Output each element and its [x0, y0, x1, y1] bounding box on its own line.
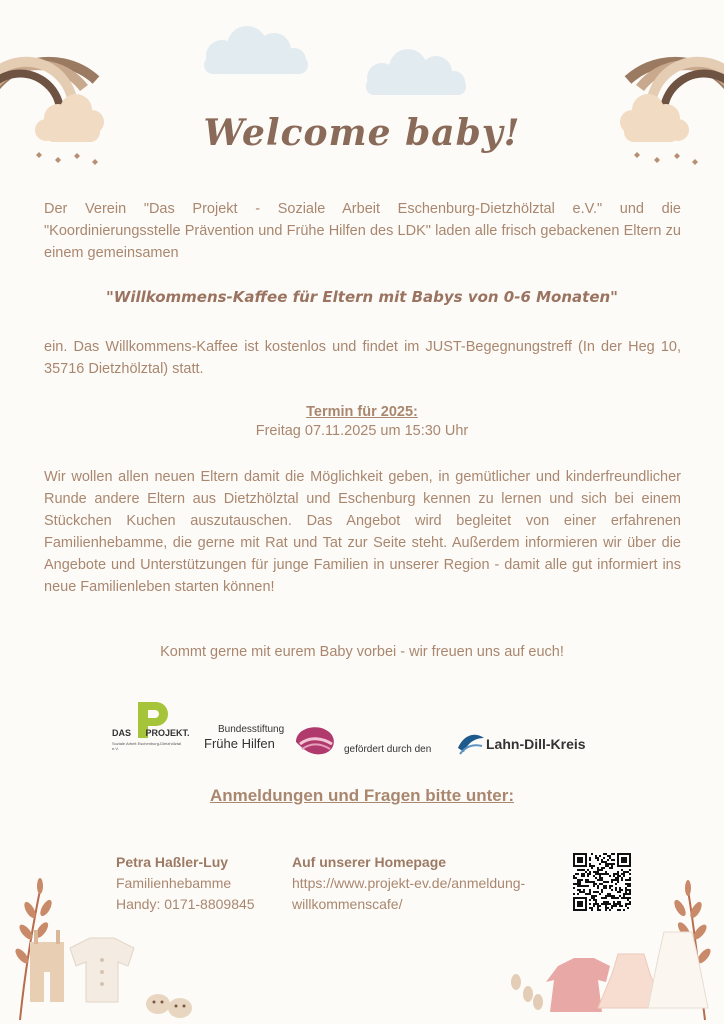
contact-role: Familienhebamme — [116, 875, 232, 891]
homepage-heading: Auf unserer Homepage — [292, 854, 447, 870]
projekt-line2: PROJEKT. — [145, 728, 190, 738]
termin-label: Termin für 2025: — [306, 404, 418, 420]
contact-name: Petra Haßler-Luy — [116, 854, 229, 870]
termin-block — [0, 404, 724, 439]
projekt-line1: DAS — [112, 728, 132, 738]
ldk-name: Lahn-Dill-Kreis — [486, 736, 586, 752]
bundesstiftung-logo — [204, 722, 354, 762]
projekt-sub: Soziale Arbeit Eschenburg-Dietzhölztal e.V. — [112, 741, 181, 751]
baby-clothes-left-icon — [0, 870, 210, 1024]
cloud-icon — [356, 46, 476, 98]
cloud-icon — [192, 22, 317, 77]
heart-wave-icon — [292, 722, 340, 758]
page-title: Welcome baby! — [203, 112, 521, 154]
termin-date: Freitag 07.11.2025 um 15:30 Uhr — [255, 423, 469, 439]
ldk-logo — [456, 730, 606, 760]
homepage-url-line2[interactable]: willkommenscafe/ — [292, 896, 403, 912]
description-paragraph: Wir wollen allen neuen Eltern damit die Möglichkeit geben, in gemütlicher und kinderfreundlicher Runde andere Eltern aus Dietzhölztal und Eschenburg kennen zu lernen und sich bei einem Stückchen Kuchen auszutauschen. Das Angebot wird begleitet von einer erfahrenen Familienhebamme, die gerne mit Rat und Tat zur Seite steht. Außerdem informieren wir über die Angebote und Unterstützungen für junge Familien in unserer Region - damit alle gut informiert ins neue Familienleben starten können! — [44, 469, 681, 595]
gefoerdert-text: gefördert durch den — [344, 744, 432, 755]
intro-paragraph: Der Verein "Das Projekt - Soziale Arbeit Eschenburg-Dietzhölztal e.V." und die "Koordinierungsstelle Prävention und Frühe Hilfen des LDK" laden alle frisch gebackenen Eltern zu einem gemeinsamen — [44, 201, 681, 261]
ldk-wave-icon — [456, 730, 486, 756]
venue-paragraph: ein. Das Willkommens-Kaffee ist kostenlos und findet im JUST-Begegnungstreff (In der Heg 10, 35716 Dietzhölztal) statt. — [44, 339, 681, 377]
bundesstiftung-line1: Bundesstiftung — [218, 724, 285, 735]
contact-phone[interactable]: Handy: 0171-8809845 — [116, 896, 255, 912]
homepage-url-line1[interactable]: https://www.projekt-ev.de/anmeldung- — [292, 875, 526, 891]
invite-text: Kommt gerne mit eurem Baby vorbei - wir freuen uns auf euch! — [160, 644, 564, 660]
homepage-block — [292, 852, 525, 915]
event-name: "Willkommens-Kaffee für Eltern mit Babys von 0-6 Monaten" — [105, 288, 618, 306]
das-projekt-logo — [110, 700, 190, 760]
registration-heading: Anmeldungen und Fragen bitte unter: — [209, 786, 515, 805]
baby-clothes-right-icon — [500, 870, 724, 1024]
bundesstiftung-line2: Frühe Hilfen — [204, 736, 275, 751]
